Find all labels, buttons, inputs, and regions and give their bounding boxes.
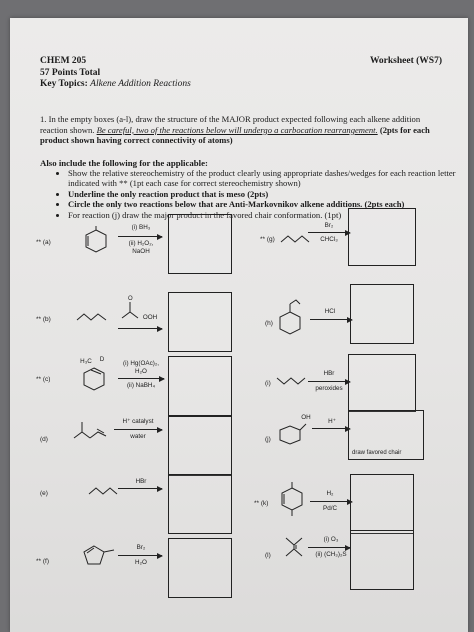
reaction-f-reagent-2: H₂O [135,559,147,566]
reaction-c-methyl: H₃C [80,358,92,365]
reaction-g-reagent-2: CHCl₃ [320,236,338,243]
answer-box-k[interactable] [350,474,414,534]
reaction-c-label: ** (c) [36,376,51,383]
reaction-g-label: ** (g) [260,236,275,243]
reaction-i-label: (i) [265,380,271,387]
also-heading: Also include the following for the applicable: [40,158,208,168]
reaction-h-label: (h) [265,320,273,327]
answer-box-e[interactable] [168,474,232,534]
reaction-c-reagent-1: (i) Hg(OAc)₂, [122,360,160,367]
key-topics-label: Key Topics: [40,79,88,89]
reaction-e-structure [88,484,118,498]
reaction-f-structure [82,540,118,570]
reaction-j-caption: draw favored chair [352,450,402,456]
points-total: 57 Points Total [40,67,101,78]
reaction-k-label: ** (k) [254,500,269,507]
reaction-a-reagent-1: (i) BH₃ [131,224,151,231]
reaction-b-label: ** (b) [36,316,51,323]
answer-box-i[interactable] [348,354,416,412]
q1-warning: Be careful, two of the reactions below will undergo a carbocation rearrangement. [96,124,378,135]
reaction-h-reagent: HCl [324,308,336,315]
reaction-g-structure [280,232,310,246]
reaction-i-reagent-2: peroxides [315,385,343,392]
question-1 [40,114,440,146]
reaction-i-reagent-1: HBr [323,370,335,377]
reaction-i-structure [276,374,308,388]
reaction-j-arrow [312,428,350,429]
reaction-j-reagent: H⁺ [328,418,336,425]
reaction-e-reagent: HBr [135,478,147,485]
reaction-j-hydroxyl: OH [301,414,311,421]
answer-box-b[interactable] [168,292,232,352]
reaction-c-deuterium: D [99,356,105,363]
reaction-c-arrow [118,378,164,379]
reaction-f-label: ** (f) [36,558,49,565]
course-title: CHEM 205 [40,56,87,66]
reaction-d-label: (d) [40,436,48,443]
reaction-a-reagent-2: (ii) H₂O₂, [128,240,154,247]
svg-text:O: O [128,296,133,302]
reaction-d-reagent-1: H⁺ catalyst [122,418,154,425]
instruction-item: • Underline the only reaction product that is meso (2pts) [68,189,458,199]
reaction-e-arrow [118,488,162,489]
reaction-l-arrow [308,547,350,548]
reaction-a-arrow [118,236,162,237]
key-topics-value: Alkene Addition Reactions [90,79,191,89]
answer-box-d[interactable] [168,416,232,476]
reaction-h-arrow [310,319,352,320]
answer-box-l[interactable] [350,530,414,590]
reaction-j-structure [274,418,310,448]
reaction-a-reagent-3: NaOH [132,248,150,255]
instruction-item: • Circle the only two reactions below that are Anti-Markovnikov alkene additions. (2pts each) [68,199,458,209]
reaction-k-structure [278,480,310,518]
q1-intro: 1. In the empty boxes (a-l), draw the structure of the MAJOR product expected following each alkene addition reaction shown. [40,114,421,135]
reaction-f-arrow [118,555,162,556]
reaction-a-structure [84,226,114,258]
reaction-c-structure [82,364,112,394]
instruction-item: • For reaction (j) draw the major product in the favored chair conformation. (1pt) [68,210,458,220]
q1-points-note: (2pts for each product shown having correct connectivity of atoms) [40,124,430,146]
reaction-l-structure [282,534,308,560]
reaction-k-arrow [310,501,352,502]
answer-box-g[interactable] [348,208,416,266]
reaction-a-label: ** (a) [36,239,51,246]
reaction-d-structure [72,418,112,442]
reaction-d-arrow [114,429,162,430]
reaction-k-reagent-2: Pd/C [323,505,337,512]
answer-box-a[interactable] [168,214,232,274]
reaction-f-reagent-1: Br₂ [136,544,146,551]
reaction-b-reagent: OOH [142,314,158,321]
reaction-b-arrow [118,328,162,329]
answer-box-c[interactable] [168,356,232,416]
reaction-j-label: (j) [265,436,271,443]
reaction-c-reagent-2: H₂O [135,368,147,375]
reaction-l-reagent-1: (i) O₃ [323,536,339,543]
worksheet-id: Worksheet (WS7) [369,56,442,66]
reaction-c-reagent-3: (ii) NaBH₄ [126,382,156,389]
instruction-item: • Show the relative stereochemistry of the product clearly using appropriate dashes/wedges for each reaction letter indicated with ** (1pt each case for correct stereochemistry shown) [68,168,458,189]
reaction-i-arrow [308,381,350,382]
reaction-b-structure [76,310,110,324]
key-topics [40,79,191,91]
header-info [40,56,191,91]
reaction-g-reagent-1: Br₂ [324,222,334,229]
worksheet-page [10,18,468,632]
reaction-d-reagent-2: water [130,433,146,440]
reaction-h-structure [278,298,308,338]
reaction-e-label: (e) [40,490,48,497]
reaction-l-label: (l) [265,552,271,559]
answer-box-f[interactable] [168,538,232,598]
reaction-l-reagent-2: (ii) (CH₃)₂S [315,551,347,558]
answer-box-h[interactable] [350,284,414,344]
reaction-k-reagent-1: H₂ [326,490,334,497]
reaction-g-arrow [308,232,350,233]
